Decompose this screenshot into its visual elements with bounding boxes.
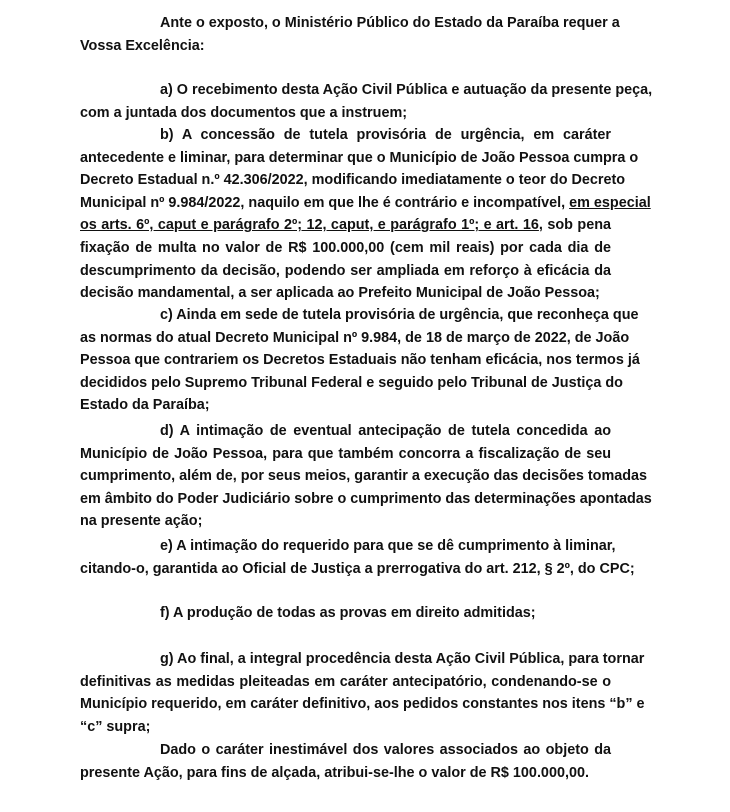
text-line: descumprimento da decisão, podendo ser ampliada em reforço à eficácia da [80,262,611,279]
text-line: Dado o caráter inestimável dos valores associados ao objeto da [160,742,611,758]
text-segment: Municipal nº 9.984/2022, naquilo em que lhe é contrário e incompatível, [80,194,566,211]
item-b-paragraph [80,124,651,305]
text-line: antecedente e liminar, para determinar que o Município de João Pessoa cumpra o [80,149,639,166]
underlined-text: os arts. 6º, caput e parágrafo 2º; 12, caput, e parágrafo 1º; e art. 16 [80,217,539,234]
text-line: a) O recebimento desta Ação Civil Pública e autuação da presente peça, [160,82,653,98]
text-line: g) Ao final, a integral procedência desta Ação Civil Pública, para tornar [160,651,645,667]
text-line: Vossa Excelência: [80,37,205,54]
text-line [80,214,611,237]
text-line: Ante o exposto, o Ministério Público do Estado da Paraíba requer a [160,15,620,31]
intro-paragraph [80,12,620,57]
text-line: “c” supra; [80,718,151,735]
underlined-text: em especial [569,194,651,211]
closing-paragraph [80,739,611,784]
text-line: na presente ação; [80,513,203,530]
text-line: c) Ainda em sede de tutela provisória de urgência, que reconheça que [160,307,639,323]
text-line: cumprimento, além de, por seus meios, garantir a execução das decisões tomadas [80,468,648,485]
text-line: Estado da Paraíba; [80,397,210,414]
item-a-paragraph [80,79,653,124]
item-g-paragraph [80,648,645,738]
text-line: e) A intimação do requerido para que se dê cumprimento à liminar, [160,538,616,554]
text-line: b) A concessão de tutela provisória de urgência, em caráter [160,127,611,143]
text-line: Decreto Estadual n.º 42.306/2022, modificando imediatamente o teor do Decreto [80,172,626,189]
text-line: com a juntada dos documentos que a instruem; [80,104,408,121]
text-line [80,192,651,215]
text-line: em âmbito do Poder Judiciário sobre o cumprimento das determinações apontadas [80,490,652,507]
item-f-paragraph [80,602,611,625]
item-d-paragraph [80,420,652,533]
text-line: Município de João Pessoa, para que também concorra a fiscalização de seu [80,445,611,462]
text-line: Pessoa que contrariem os Decretos Estaduais não tenham eficácia, nos termos já [80,352,640,369]
text-line: decididos pelo Supremo Tribunal Federal e seguido pelo Tribunal de Justiça do [80,374,623,391]
item-c-paragraph [80,304,640,417]
text-line: fixação de multa no valor de R$ 100.000,00 (cem mil reais) por cada dia de [80,239,611,256]
text-line: decisão mandamental, a ser aplicada ao Prefeito Municipal de João Pessoa; [80,285,600,302]
text-line: presente Ação, para fins de alçada, atribui-se-lhe o valor de R$ 100.000,00. [80,764,589,781]
text-line: d) A intimação de eventual antecipação de tutela concedida ao [160,423,611,439]
text-line: Município requerido, em caráter definitivo, aos pedidos constantes nos itens “b” e [80,696,645,713]
text-line: f) A produção de todas as provas em direito admitidas; [160,605,536,621]
text-line: citando-o, garantida ao Oficial de Justiça a prerrogativa do art. 212, § 2º, do CPC; [80,560,635,577]
text-segment: , sob pena [538,217,611,234]
text-line: definitivas as medidas pleiteadas em caráter antecipatório, condenando-se o [80,673,611,690]
text-line: as normas do atual Decreto Municipal nº 9.984, de 18 de março de 2022, de João [80,329,630,346]
item-e-paragraph [80,535,635,580]
